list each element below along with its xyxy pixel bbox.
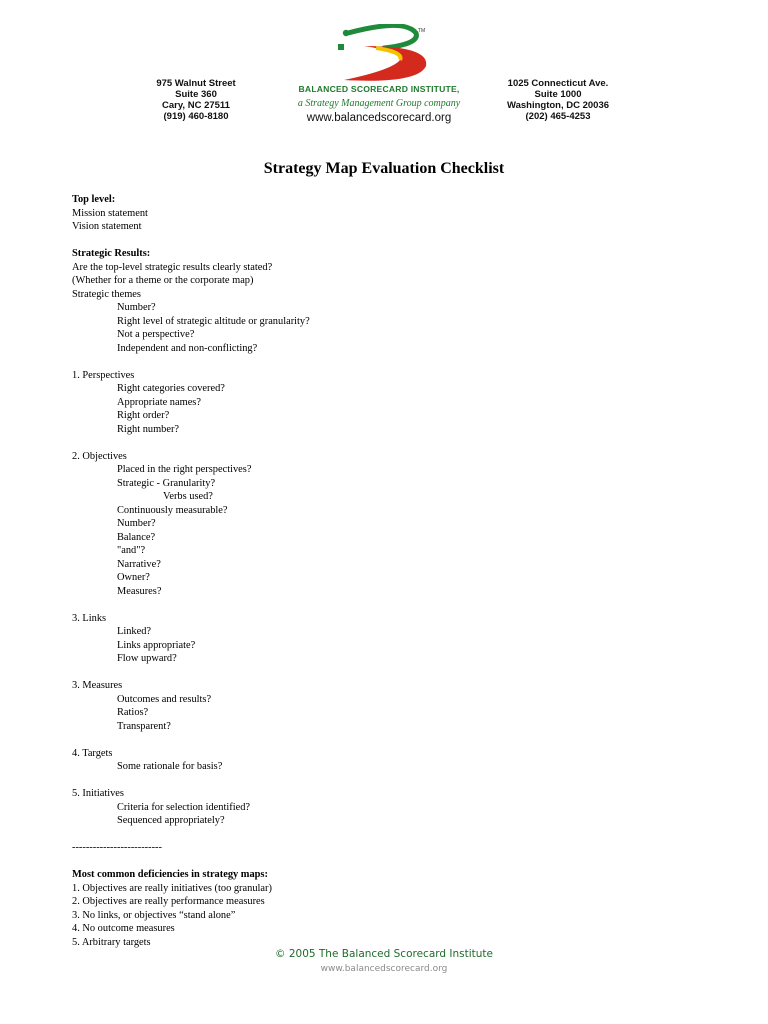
logo-website-link[interactable]: www.balancedscorecard.org bbox=[306, 112, 452, 124]
blank-line bbox=[72, 234, 712, 248]
checklist-line: 1. Perspectives bbox=[72, 369, 135, 381]
checklist-line: Owner? bbox=[117, 572, 150, 583]
blank-line bbox=[72, 828, 712, 842]
logo-tagline: a Strategy Management Group company bbox=[297, 98, 461, 109]
checklist-line: Strategic themes bbox=[72, 288, 141, 300]
checklist-line: (Whether for a theme or the corporate map) bbox=[72, 275, 254, 286]
checklist-line: 2. Objectives are really performance measures bbox=[72, 896, 265, 907]
checklist-line: Placed in the right perspectives? bbox=[117, 464, 252, 475]
checklist-line: Verbs used? bbox=[163, 491, 213, 502]
checklist-line: Right number? bbox=[117, 423, 180, 435]
checklist-line: 4. Targets bbox=[72, 747, 113, 759]
checklist-line: Links appropriate? bbox=[117, 639, 196, 651]
blank-line bbox=[72, 598, 712, 612]
checklist-line: 2. Objectives bbox=[72, 450, 127, 462]
checklist-line: Ratios? bbox=[117, 707, 149, 718]
right-address-line: (202) 465-4253 bbox=[525, 111, 591, 122]
checklist-line: Measures? bbox=[117, 585, 162, 597]
checklist-line: Transparent? bbox=[117, 720, 171, 732]
right-address-block bbox=[496, 78, 620, 122]
left-address-line: Suite 360 bbox=[175, 89, 217, 100]
checklist-line: 3. Links bbox=[72, 612, 107, 624]
checklist-line: Number? bbox=[117, 518, 156, 529]
left-address-block bbox=[146, 78, 246, 122]
left-address-line: Cary, NC 27511 bbox=[162, 100, 230, 111]
right-address-line: Washington, DC 20036 bbox=[506, 100, 610, 111]
checklist-line: Vision statement bbox=[72, 221, 142, 232]
section-heading: Strategic Results: bbox=[72, 248, 151, 259]
checklist-line: Continuously measurable? bbox=[117, 504, 228, 516]
section-heading: Top level: bbox=[72, 194, 116, 205]
checklist-line: Linked? bbox=[117, 626, 152, 637]
checklist-line: "and"? bbox=[117, 545, 146, 556]
blank-line bbox=[72, 436, 712, 450]
footer-copyright: © 2005 The Balanced Scorecard Institute bbox=[275, 948, 493, 960]
checklist-line: Some rationale for basis? bbox=[117, 761, 223, 772]
checklist-line: 4. No outcome measures bbox=[72, 923, 175, 934]
blank-line bbox=[72, 733, 712, 747]
page-title: Strategy Map Evaluation Checklist bbox=[263, 160, 505, 177]
checklist-line: -------------------------- bbox=[72, 842, 162, 853]
blank-line bbox=[72, 355, 712, 369]
footer-website-link[interactable]: www.balancedscorecard.org bbox=[320, 964, 448, 974]
left-address-line: 975 Walnut Street bbox=[156, 78, 236, 89]
checklist-line: 5. Arbitrary targets bbox=[72, 936, 151, 948]
logo-institute-name: BALANCED SCORECARD INSTITUTE, bbox=[298, 84, 460, 94]
institute-logo bbox=[284, 24, 474, 134]
trademark-mark: TM bbox=[418, 28, 426, 34]
checklist-body bbox=[72, 193, 712, 949]
checklist-line: Balance? bbox=[117, 531, 156, 543]
checklist-line: Mission statement bbox=[72, 207, 148, 219]
checklist-line: Sequenced appropriately? bbox=[117, 815, 225, 826]
right-address-line: 1025 Connecticut Ave. bbox=[507, 78, 609, 89]
section-heading: Most common deficiencies in strategy maps: bbox=[72, 869, 268, 880]
logo-graphic-icon bbox=[334, 24, 429, 86]
checklist-line: Outcomes and results? bbox=[117, 693, 212, 705]
checklist-line: Right level of strategic altitude or granularity? bbox=[117, 315, 310, 327]
left-address-line: (919) 460-8180 bbox=[163, 111, 229, 122]
blank-line bbox=[72, 855, 712, 869]
checklist-line: Right categories covered? bbox=[117, 383, 225, 394]
checklist-line: 3. No links, or objectives “stand alone” bbox=[72, 909, 236, 921]
blank-line bbox=[72, 774, 712, 788]
checklist-line: 1. Objectives are really initiatives (too granular) bbox=[72, 882, 272, 894]
checklist-line: Narrative? bbox=[117, 558, 161, 570]
right-address-line: Suite 1000 bbox=[534, 89, 582, 100]
checklist-line: Flow upward? bbox=[117, 653, 177, 664]
checklist-line: Appropriate names? bbox=[117, 396, 201, 408]
checklist-line: Strategic - Granularity? bbox=[117, 477, 216, 489]
checklist-line: Not a perspective? bbox=[117, 329, 195, 340]
checklist-line: Number? bbox=[117, 302, 156, 313]
checklist-line: Right order? bbox=[117, 410, 170, 421]
checklist-line: Independent and non-conflicting? bbox=[117, 342, 258, 354]
checklist-line: 5. Initiatives bbox=[72, 788, 124, 799]
checklist-line: Criteria for selection identified? bbox=[117, 801, 251, 813]
blank-line bbox=[72, 666, 712, 680]
checklist-line: Are the top-level strategic results clearly stated? bbox=[72, 261, 273, 273]
checklist-line: 3. Measures bbox=[72, 680, 123, 691]
